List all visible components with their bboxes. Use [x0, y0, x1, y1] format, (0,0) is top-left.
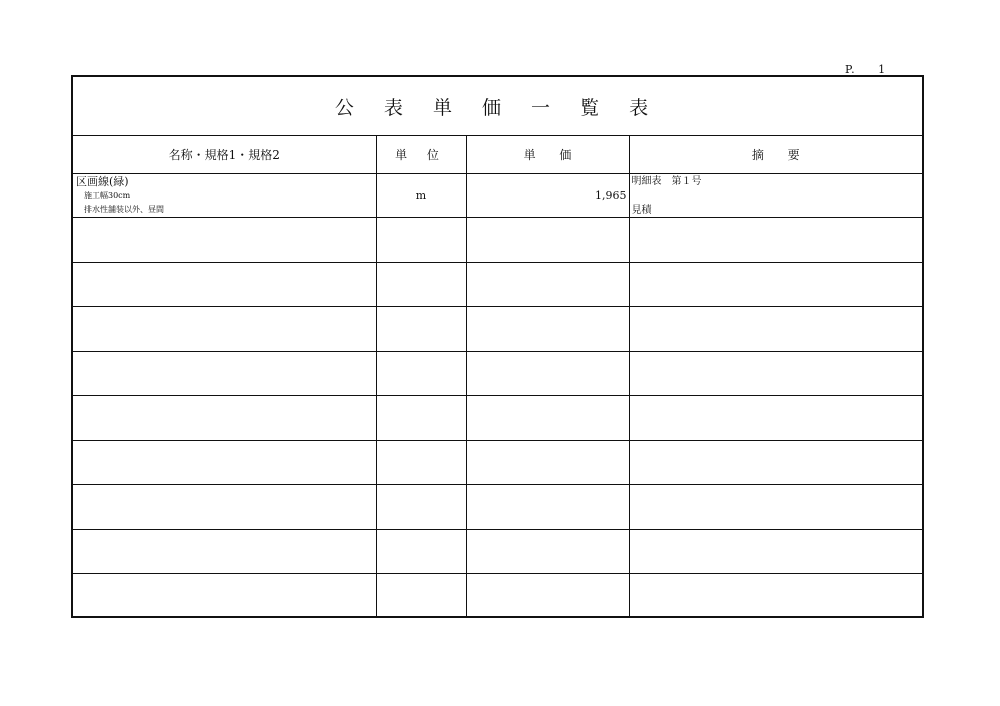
empty-price-cell	[466, 485, 629, 530]
header-unit: 単 位	[376, 136, 466, 173]
item-summary-line1: 明細表 第１号	[631, 175, 702, 187]
empty-price-cell	[466, 307, 629, 352]
item-summary-line2: 見積	[631, 204, 652, 216]
empty-summary-cell	[629, 485, 922, 530]
table-row	[73, 351, 922, 396]
table-row	[73, 574, 922, 619]
item-name: 区画線(緑)	[76, 174, 129, 188]
empty-price-cell	[466, 218, 629, 263]
empty-price-cell	[466, 396, 629, 441]
empty-price-cell	[466, 351, 629, 396]
table-row	[73, 529, 922, 574]
page-label: P.	[845, 63, 856, 76]
empty-name-cell	[73, 307, 376, 352]
empty-summary-cell	[629, 529, 922, 574]
unit-price-sheet	[71, 75, 924, 618]
header-summary: 摘 要	[629, 136, 922, 173]
table-row	[73, 440, 922, 485]
item-spec1: 施工幅30cm	[84, 190, 131, 200]
empty-summary-cell	[629, 396, 922, 441]
title-row	[73, 77, 922, 136]
empty-name-cell	[73, 262, 376, 307]
item-spec2: 排水性舗装以外、昼間	[84, 204, 164, 214]
empty-unit-cell	[376, 262, 466, 307]
empty-summary-cell	[629, 574, 922, 619]
empty-name-cell	[73, 529, 376, 574]
table-row	[73, 307, 922, 352]
empty-summary-cell	[629, 218, 922, 263]
empty-name-cell	[73, 574, 376, 619]
empty-unit-cell	[376, 485, 466, 530]
empty-unit-cell	[376, 529, 466, 574]
unit-price-table	[73, 136, 922, 618]
header-name: 名称・規格1・規格2	[73, 136, 376, 173]
empty-unit-cell	[376, 307, 466, 352]
empty-name-cell	[73, 440, 376, 485]
table-row	[73, 218, 922, 263]
empty-name-cell	[73, 218, 376, 263]
item-name-cell	[73, 173, 376, 218]
item-summary	[629, 173, 922, 218]
empty-summary-cell	[629, 440, 922, 485]
empty-price-cell	[466, 574, 629, 619]
empty-unit-cell	[376, 396, 466, 441]
empty-price-cell	[466, 262, 629, 307]
item-unit: m	[376, 173, 466, 218]
sheet-title: 公 表 単 価 一 覧 表	[334, 96, 661, 119]
empty-unit-cell	[376, 351, 466, 396]
empty-unit-cell	[376, 218, 466, 263]
empty-price-cell	[466, 440, 629, 485]
item-price: 1,965	[466, 173, 629, 218]
empty-summary-cell	[629, 351, 922, 396]
empty-name-cell	[73, 351, 376, 396]
empty-summary-cell	[629, 262, 922, 307]
empty-summary-cell	[629, 307, 922, 352]
header-price: 単 価	[466, 136, 629, 173]
table-body	[73, 173, 922, 618]
empty-name-cell	[73, 485, 376, 530]
empty-unit-cell	[376, 574, 466, 619]
table-row	[73, 485, 922, 530]
header-row	[73, 136, 922, 173]
table-row	[73, 396, 922, 441]
table-row	[73, 262, 922, 307]
empty-name-cell	[73, 396, 376, 441]
table-row	[73, 173, 922, 218]
empty-unit-cell	[376, 440, 466, 485]
empty-price-cell	[466, 529, 629, 574]
page-number-value: 1	[878, 63, 887, 76]
